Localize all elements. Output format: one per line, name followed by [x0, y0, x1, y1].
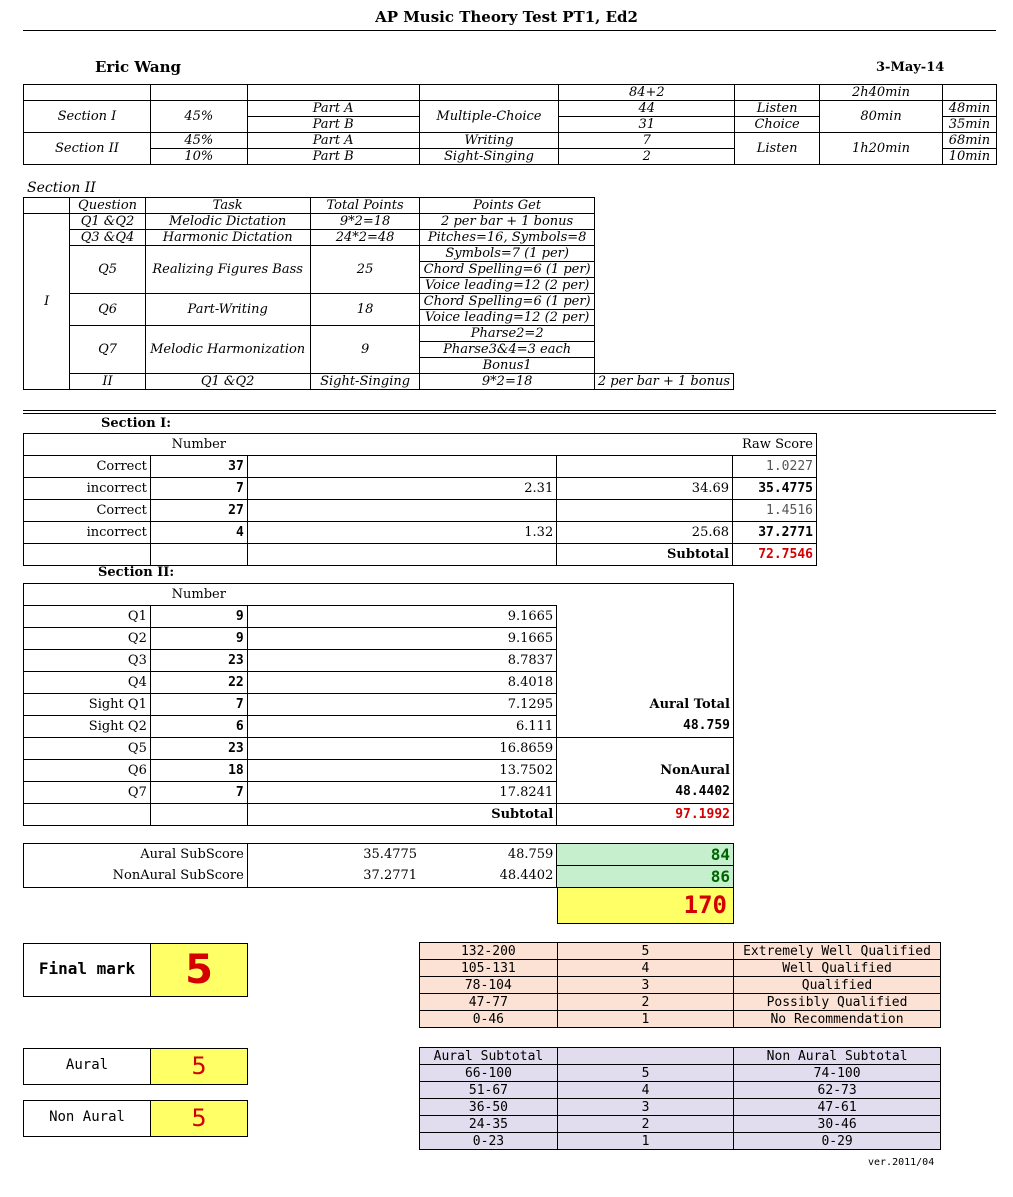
subtotal-row: Subtotal 97.1992	[24, 804, 734, 826]
aural-total: 48.759	[557, 716, 734, 738]
student-name: Eric Wang	[95, 58, 182, 76]
task-row: I Q1 &Q2 Melodic Dictation 9*2=18 2 per bar + 1 bonus	[24, 214, 734, 230]
table-row: Q6 18 13.7502 NonAural	[24, 760, 734, 782]
total-time: 2h40min	[820, 85, 943, 101]
task-row: Q3 &Q4 Harmonic Dictation 24*2=48 Pitches=16, Symbols=8	[24, 230, 734, 246]
table-row: Q5 23 16.8659	[24, 738, 734, 760]
overview-row-s1b: Part B 31 Choice 35min	[24, 117, 997, 133]
table-row: Q7 7 17.8241 48.4402	[24, 782, 734, 804]
aural-value: 5	[150, 1048, 248, 1085]
table-row: Q2 9 9.1665	[24, 628, 734, 650]
title-rule	[23, 30, 996, 31]
group-label: I	[24, 214, 70, 390]
overview-table	[23, 84, 997, 165]
table-row: Q4 22 8.4018	[24, 672, 734, 694]
section2-label: Section II	[27, 180, 96, 196]
overview-row-top	[24, 85, 997, 101]
section2-table: Number Q1 9 9.1665 Q2 9 9.1665 Q3 23 8.7837 Q4 22 8.4018 Sight Q1 7 7.1295 Aural Total Sight Q2 6 6.111 48.759 Q5 23 16.8659 Q6 18 13.7502 NonAural Q7 7 17.8241 48.4402 Subtotal 97.1992	[23, 583, 734, 826]
task-row: Q5 Realizing Figures Bass 25 Symbols=7 (1 per)	[24, 246, 734, 262]
table-row: Q3 23 8.7837	[24, 650, 734, 672]
total-count: 84+2	[559, 85, 735, 101]
subscore-table	[23, 843, 734, 888]
test-date: 3-May-14	[876, 60, 945, 75]
task-row: II Q1 &Q2 Sight-Singing 9*2=18 2 per bar + 1 bonus	[24, 374, 734, 390]
group-label: II	[70, 374, 145, 390]
table-row: Sight Q2 6 6.111 48.759	[24, 716, 734, 738]
table-row: 66-100 5 74-100	[420, 1065, 941, 1082]
aural-subscore: 84	[557, 844, 734, 866]
table-row: Q1 9 9.1665	[24, 606, 734, 628]
table-row: incorrect 4 1.32 25.68 37.2771	[24, 522, 817, 544]
table-row: 24-35 2 30-46	[420, 1116, 941, 1133]
nonaural-subscore: 86	[557, 866, 734, 888]
table-row: 0-46 1 No Recommendation	[420, 1011, 941, 1028]
section2-subtotal: 97.1992	[557, 804, 734, 826]
table-header: Aural Subtotal Non Aural Subtotal	[420, 1048, 941, 1065]
nonaural-total: 48.4402	[557, 782, 734, 804]
grade-scale-table	[419, 942, 941, 1028]
section-name: Section II	[24, 133, 151, 165]
final-mark-label: Final mark	[23, 943, 151, 997]
divider	[23, 410, 996, 414]
table-row: Sight Q1 7 7.1295 Aural Total	[24, 694, 734, 716]
section1-heading: Section I:	[101, 416, 172, 431]
nonaural-value: 5	[150, 1100, 248, 1137]
table-row: 0-23 1 0-29	[420, 1133, 941, 1150]
subtotal-row: Subtotal 72.7546	[24, 544, 817, 566]
task-header: Question Task Total Points Points Get	[24, 198, 734, 214]
table-row: NonAural SubScore 37.2771 48.4402 86	[24, 866, 734, 888]
nonaural-label: Non Aural	[23, 1100, 151, 1137]
section-weight: 45%	[150, 101, 247, 133]
final-mark-value: 5	[150, 943, 248, 997]
aural-label: Aural	[23, 1048, 151, 1085]
table-row: Aural SubScore 35.4775 48.759 84	[24, 844, 734, 866]
overview-row-s2a: Section II 45% Part A Writing 7 Listen 1h20min 68min	[24, 133, 997, 149]
task-row: Q7 Melodic Harmonization 9 Pharse2=2	[24, 326, 734, 342]
table-row: 132-200 5 Extremely Well Qualified	[420, 943, 941, 960]
subscale-table	[419, 1047, 941, 1150]
table-row: 78-104 3 Qualified	[420, 977, 941, 994]
table-row: 36-50 3 47-61	[420, 1099, 941, 1116]
table-row: 47-77 2 Possibly Qualified	[420, 994, 941, 1011]
overview-row-s2b: 10% Part B Sight-Singing 2 10min	[24, 149, 997, 165]
total-score: 170	[557, 887, 734, 924]
section1-subtotal: 72.7546	[733, 544, 817, 566]
table-row: 51-67 4 62-73	[420, 1082, 941, 1099]
table-row: 105-131 4 Well Qualified	[420, 960, 941, 977]
task-row: Q6 Part-Writing 18 Chord Spelling=6 (1 per)	[24, 294, 734, 310]
section2-heading: Section II:	[98, 565, 175, 580]
table-row: Correct 27 1.4516	[24, 500, 817, 522]
overview-row-s1a: Section I 45% Part A Multiple-Choice 44 Listen 80min 48min	[24, 101, 997, 117]
page-title: AP Music Theory Test PT1, Ed2	[375, 8, 638, 26]
table-row: incorrect 7 2.31 34.69 35.4775	[24, 478, 817, 500]
section1-table: Number Raw Score Correct 37 1.0227 incorrect 7 2.31 34.69 35.4775 Correct 27 1.4516 incorrect 4 1.32 25.68 37.2771 Subtotal 72.7546	[23, 433, 817, 566]
table-row: Correct 37 1.0227	[24, 456, 817, 478]
task-table: Question Task Total Points Points Get I Q1 &Q2 Melodic Dictation 9*2=18 2 per bar + 1 bonus Q3 &Q4 Harmonic Dictation 24*2=48 Pitches=16, Symbols=8 Q5 Realizing Figures Bass 25 Symbols=7 (1 per) Chord Spelling=6 (1 per) Voice leading=12 (2 per) Q6 Part-Writing 18 Chord Spelling=6 (1 per) Voice leading=12 (2 per) Q7 Melodic Harmonization 9 Pharse2=2 Pharse3&4=3 each Bonus1 II Q1 &Q2 Sight-Singing 9*2=18 2 per bar + 1 bonus	[23, 197, 734, 390]
section-name: Section I	[24, 101, 151, 133]
version-label: ver.2011/04	[868, 1157, 935, 1168]
